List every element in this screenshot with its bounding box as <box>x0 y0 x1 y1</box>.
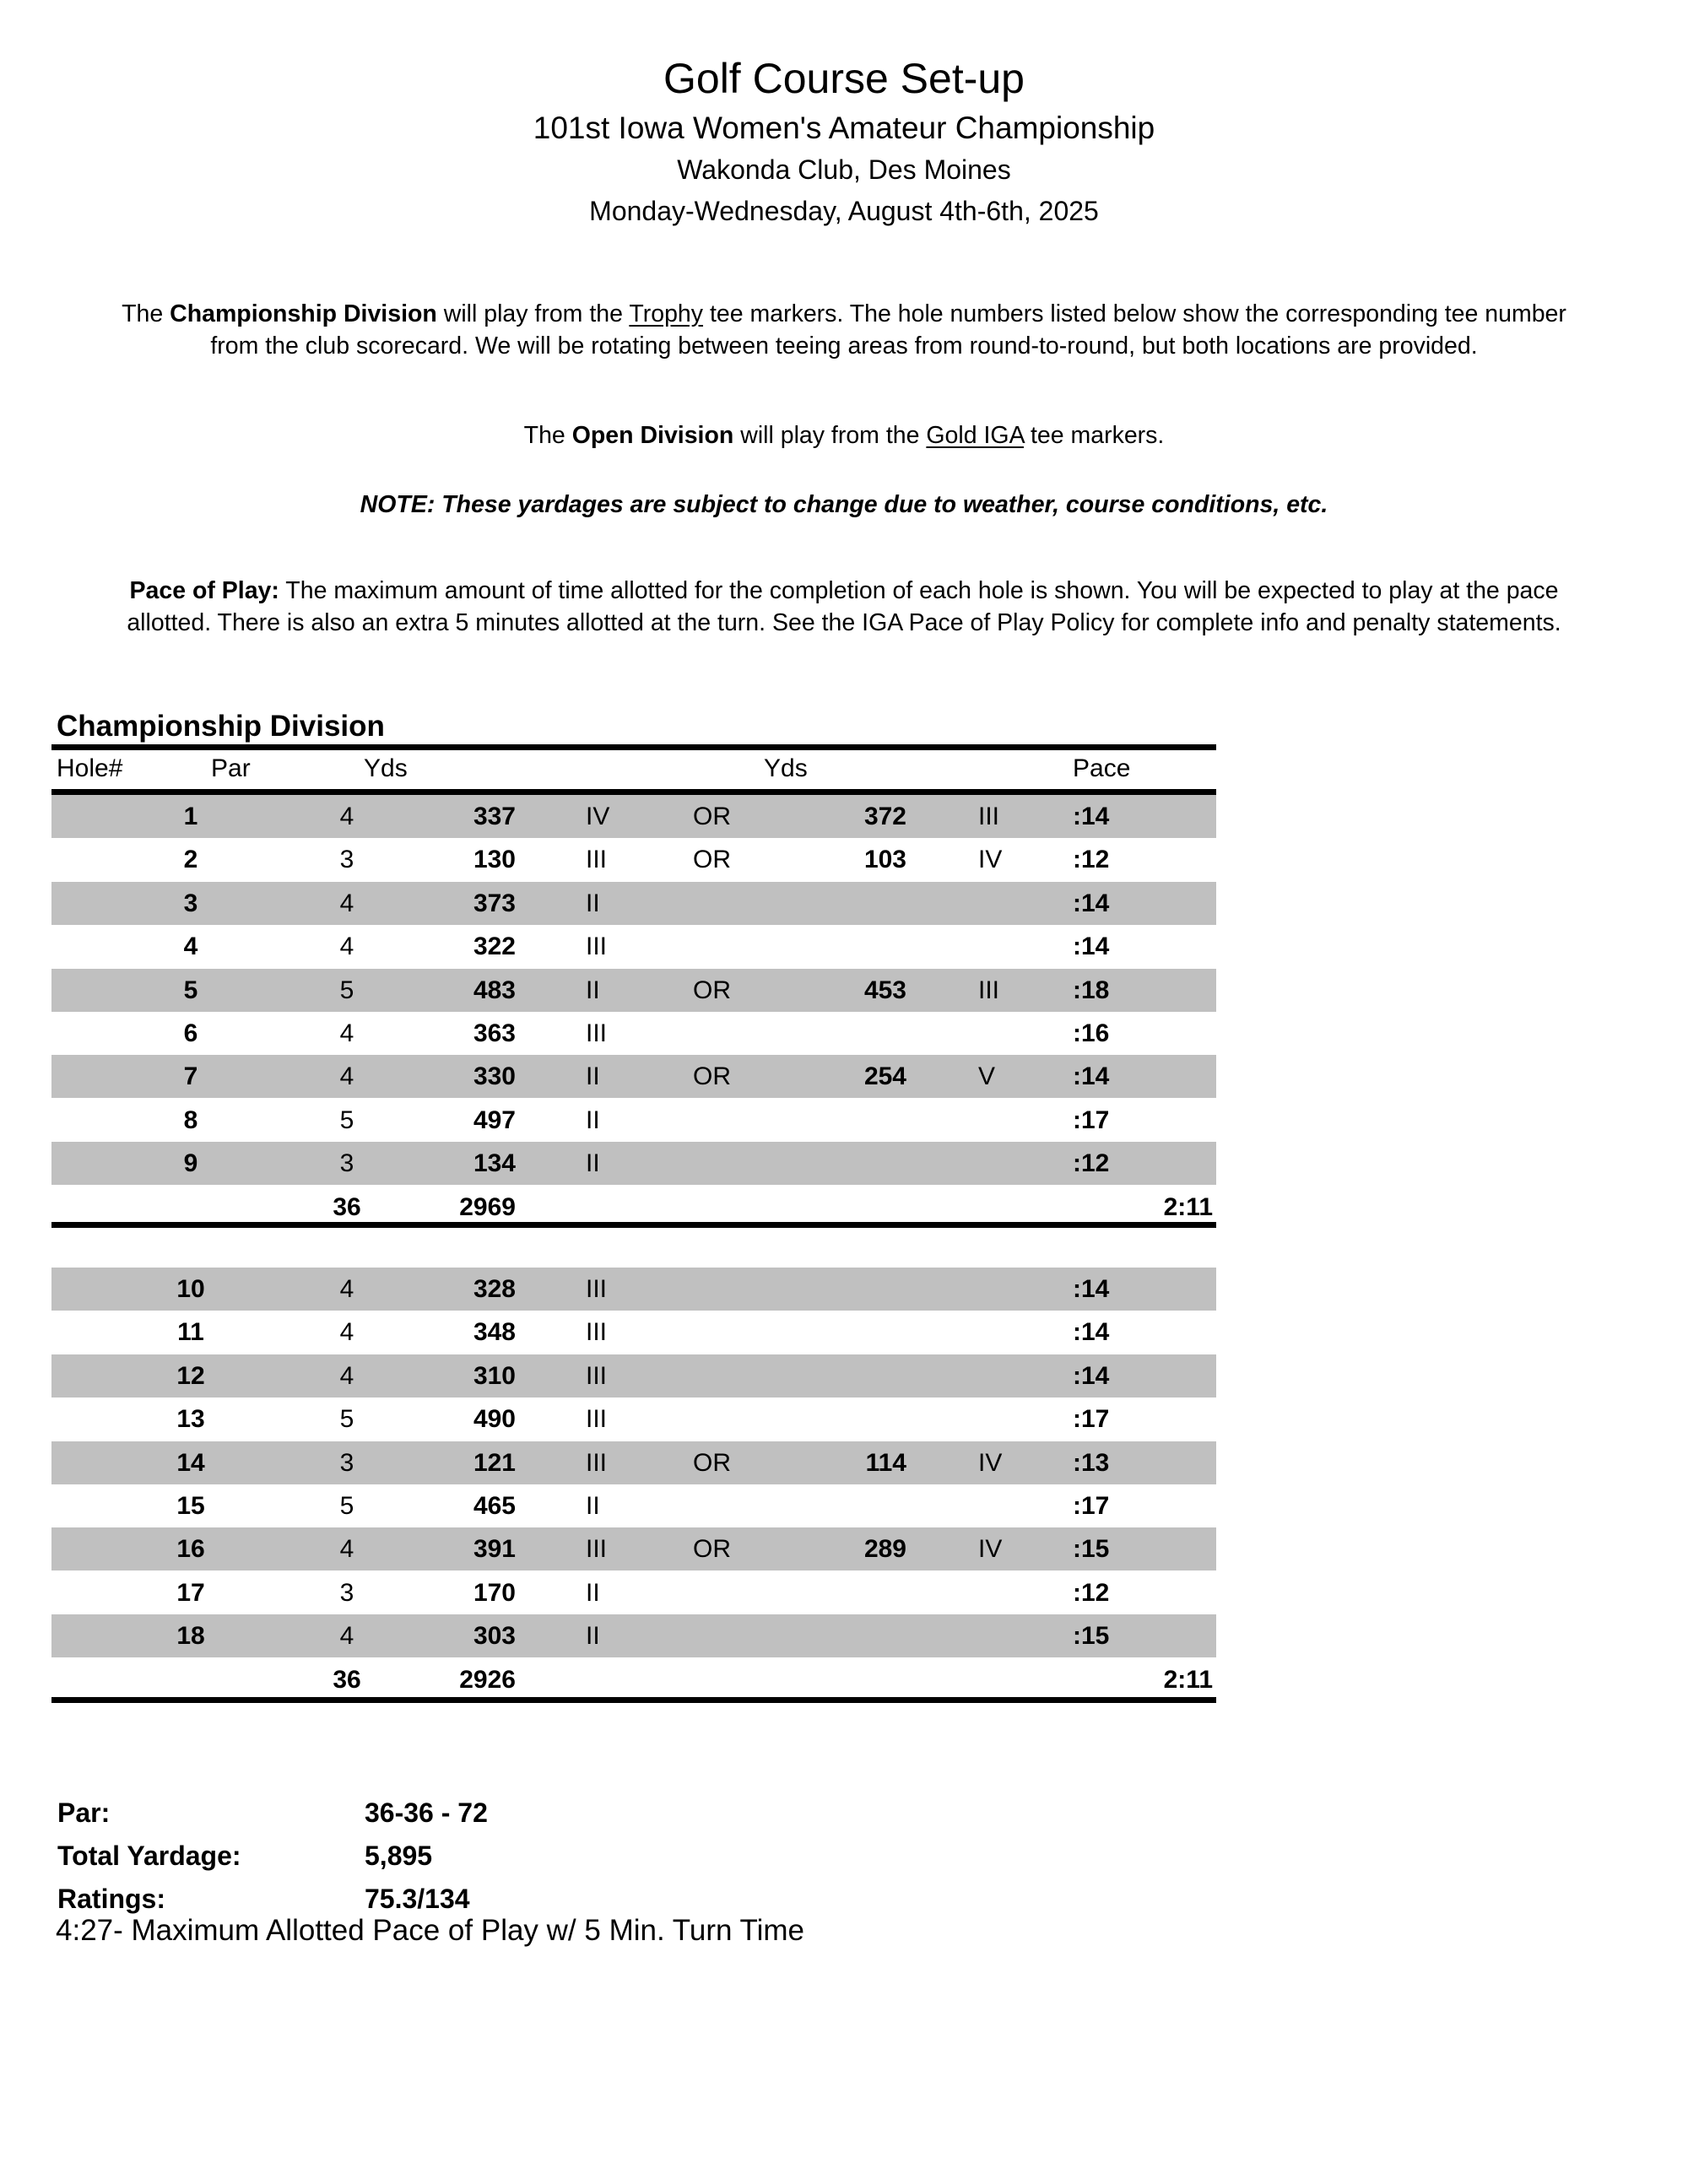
table-row <box>51 795 1216 838</box>
par-value: 3 <box>339 1149 354 1178</box>
summary-par-value: 36-36 - 72 <box>365 1797 488 1828</box>
header-hole: Hole# <box>57 754 123 782</box>
tee-number: III <box>586 1318 608 1347</box>
yardage: 328 <box>473 1275 516 1303</box>
pace-time: :14 <box>1073 1062 1110 1091</box>
table-row <box>51 882 1216 925</box>
hole-number: 1 <box>183 803 198 830</box>
front-total-rule <box>51 1222 1216 1228</box>
tee-number: III <box>586 846 608 874</box>
tee-number: III <box>586 1275 608 1303</box>
par-value: 3 <box>339 1448 354 1477</box>
or-label: OR <box>693 803 731 830</box>
alt-yardage <box>794 1397 906 1441</box>
yardage: 363 <box>473 1019 516 1047</box>
yardage: 490 <box>473 1405 516 1434</box>
or-label: OR <box>693 846 731 874</box>
summary-par-label: Par: <box>57 1797 111 1828</box>
pace-time: :15 <box>1073 1535 1110 1564</box>
yardage: 310 <box>473 1361 516 1390</box>
alt-tee-number: III <box>978 976 1000 1004</box>
alt-yardage <box>794 1614 906 1657</box>
alt-yardage: 289 <box>863 1535 906 1564</box>
yardage: 170 <box>473 1578 516 1607</box>
or-label: OR <box>693 1535 731 1564</box>
alt-tee-number <box>978 1571 1046 1614</box>
alt-tee-number <box>978 925 1046 968</box>
summary-pace-note: 4:27- Maximum Allotted Pace of Play w/ 5 Min. Turn Time <box>56 1914 805 1947</box>
alt-tee-number <box>978 1311 1046 1354</box>
text: will play from the <box>436 300 630 327</box>
or-label <box>693 1142 760 1185</box>
or-label <box>693 1012 760 1055</box>
or-label <box>693 925 760 968</box>
total-par: 36 <box>333 1665 361 1694</box>
tee-number: IV <box>586 803 610 830</box>
hole-number: 11 <box>177 1318 204 1347</box>
pace-time: :14 <box>1073 1275 1110 1303</box>
pace-time: :13 <box>1073 1448 1110 1477</box>
championship-division-info <box>51 298 1637 362</box>
yardage: 348 <box>473 1318 516 1347</box>
tee-number: II <box>586 976 600 1004</box>
alt-tee-number <box>978 882 1046 925</box>
alt-tee-number <box>978 1012 1046 1055</box>
hole-number: 6 <box>183 1019 198 1047</box>
alt-tee-number <box>978 1397 1046 1441</box>
yardage: 134 <box>473 1149 516 1178</box>
par-value: 4 <box>339 1062 354 1091</box>
pace-time: :14 <box>1073 1361 1110 1390</box>
par-value: 4 <box>339 1361 354 1390</box>
alt-tee-number <box>978 1099 1046 1142</box>
table-row <box>51 1268 1216 1311</box>
or-label: OR <box>693 976 731 1004</box>
tee-number: III <box>586 1448 608 1477</box>
alt-yardage <box>794 1571 906 1614</box>
hole-number: 17 <box>176 1578 205 1607</box>
pace-time: :17 <box>1073 1492 1110 1520</box>
table-row <box>51 1354 1216 1397</box>
table-top-rule <box>51 744 1216 750</box>
alt-yardage <box>794 1354 906 1397</box>
pace-time: :17 <box>1073 1405 1110 1434</box>
pace-time: :14 <box>1073 933 1110 961</box>
tee-number: II <box>586 1578 600 1607</box>
par-value: 5 <box>339 1405 354 1434</box>
hole-number: 18 <box>176 1622 205 1651</box>
or-label <box>693 1397 760 1441</box>
or-label: OR <box>693 1062 731 1091</box>
or-label <box>693 1354 760 1397</box>
pace-time: :14 <box>1073 803 1110 830</box>
tee-number: II <box>586 1622 600 1651</box>
alt-yardage <box>794 1012 906 1055</box>
hole-number: 5 <box>183 976 198 1004</box>
hole-number: 7 <box>183 1062 198 1091</box>
table-row <box>51 1397 1216 1441</box>
pace-time: :14 <box>1073 889 1110 917</box>
yardage: 337 <box>473 803 516 830</box>
summary-yardage-label: Total Yardage: <box>57 1841 241 1871</box>
pace-time: :12 <box>1073 1578 1110 1607</box>
table-row <box>51 1484 1216 1527</box>
or-label <box>693 882 760 925</box>
alt-tee-number: III <box>978 803 1000 830</box>
table-row <box>51 1527 1216 1570</box>
table-row <box>51 1614 1216 1657</box>
yardage: 130 <box>473 846 516 874</box>
tee-number: II <box>586 1062 600 1091</box>
alt-tee-number <box>978 1484 1046 1527</box>
or-label <box>693 1099 760 1142</box>
total-pace: 2:11 <box>1163 1192 1213 1221</box>
or-label <box>693 1268 760 1311</box>
pace-time: :16 <box>1073 1019 1110 1047</box>
par-value: 5 <box>339 1492 354 1520</box>
hole-number: 12 <box>176 1361 205 1390</box>
pace-time: :17 <box>1073 1106 1110 1134</box>
alt-yardage <box>794 1142 906 1185</box>
alt-yardage: 372 <box>863 803 906 830</box>
event-name: 101st Iowa Women's Amateur Championship <box>533 111 1155 145</box>
table-row <box>51 1012 1216 1055</box>
pace-time: :15 <box>1073 1622 1110 1651</box>
table-row <box>51 925 1216 968</box>
hole-number: 16 <box>176 1535 205 1564</box>
table-row <box>51 969 1216 1012</box>
yardage-note: NOTE: These yardages are subject to change due to weather, course conditions, etc. <box>360 491 1328 518</box>
alt-tee-number: V <box>978 1062 996 1091</box>
yardage: 373 <box>473 889 516 917</box>
division-heading: Championship Division <box>57 710 385 743</box>
tee-number: III <box>586 1405 608 1434</box>
alt-tee-number: IV <box>978 1448 1003 1477</box>
alt-yardage <box>794 1268 906 1311</box>
text: allotted. There is also an extra 5 minutes allotted at the turn. See the IGA Pace of Play Policy for complete info and penalty statements. <box>127 609 1561 636</box>
trophy-tee-label: Trophy <box>629 300 704 327</box>
pace-time: :18 <box>1073 976 1110 1004</box>
yardage: 303 <box>473 1622 516 1651</box>
pace-time: :14 <box>1073 1318 1110 1347</box>
text: tee markers. <box>1024 422 1165 449</box>
alt-yardage: 453 <box>863 976 906 1004</box>
table-row <box>51 1055 1216 1098</box>
yardage: 391 <box>473 1535 516 1564</box>
text: tee markers. The hole numbers listed below show the corresponding tee number <box>703 300 1566 327</box>
text: The maximum amount of time allotted for the completion of each hole is shown. You will be expected to play at the pace <box>279 577 1559 604</box>
total-yardage: 2969 <box>459 1192 516 1221</box>
alt-yardage <box>794 882 906 925</box>
text: The <box>122 300 170 327</box>
tee-number: II <box>586 1106 600 1134</box>
tee-number: II <box>586 1492 600 1520</box>
table-row <box>51 1571 1216 1614</box>
pace-of-play-label: Pace of Play: <box>129 577 279 604</box>
or-label <box>693 1614 760 1657</box>
or-label: OR <box>693 1448 731 1477</box>
yardage: 121 <box>473 1448 516 1477</box>
par-value: 4 <box>339 889 354 917</box>
par-value: 4 <box>339 1275 354 1303</box>
tee-number: II <box>586 1149 600 1178</box>
par-value: 4 <box>339 1535 354 1564</box>
table-row <box>51 1441 1216 1484</box>
hole-number: 13 <box>176 1405 205 1434</box>
tee-number: III <box>586 933 608 961</box>
alt-yardage: 114 <box>865 1448 906 1477</box>
header-rule <box>51 789 1216 795</box>
alt-yardage <box>794 925 906 968</box>
alt-yardage <box>794 1484 906 1527</box>
hole-number: 2 <box>183 846 198 874</box>
header-par: Par <box>211 754 251 782</box>
yardage: 322 <box>473 933 516 961</box>
pace-of-play-info <box>51 575 1637 639</box>
yardage: 330 <box>473 1062 516 1091</box>
hole-number: 8 <box>183 1106 198 1134</box>
table-row <box>51 1142 1216 1185</box>
alt-yardage: 254 <box>863 1062 906 1091</box>
pace-time: :12 <box>1073 846 1110 874</box>
tee-number: II <box>586 889 600 917</box>
hole-number: 3 <box>183 889 198 917</box>
or-label <box>693 1484 760 1527</box>
par-value: 4 <box>339 1318 354 1347</box>
total-row <box>51 1658 1216 1701</box>
hole-number: 15 <box>176 1492 205 1520</box>
hole-number: 14 <box>176 1448 205 1477</box>
pace-time: :12 <box>1073 1149 1110 1178</box>
open-division-info <box>51 419 1637 451</box>
hole-number: 10 <box>176 1275 205 1303</box>
par-value: 4 <box>339 1019 354 1047</box>
text: The <box>523 422 572 449</box>
yardage: 497 <box>473 1106 516 1134</box>
or-label <box>693 1571 760 1614</box>
par-value: 3 <box>339 1578 354 1607</box>
par-value: 4 <box>339 803 354 830</box>
table-row <box>51 1311 1216 1354</box>
alt-yardage <box>794 1099 906 1142</box>
page-title: Golf Course Set-up <box>663 55 1025 102</box>
text: will play from the <box>733 422 927 449</box>
par-value: 5 <box>339 1106 354 1134</box>
open-division-label: Open Division <box>571 422 734 449</box>
header-yds: Yds <box>364 754 408 782</box>
header-pace: Pace <box>1073 754 1131 782</box>
table-row <box>51 1099 1216 1142</box>
par-value: 4 <box>339 933 354 961</box>
venue: Wakonda Club, Des Moines <box>677 154 1011 185</box>
alt-yardage: 103 <box>863 846 906 874</box>
total-pace: 2:11 <box>1163 1665 1213 1694</box>
par-value: 4 <box>339 1622 354 1651</box>
par-value: 3 <box>339 846 354 874</box>
summary-ratings-value: 75.3/134 <box>365 1884 470 1914</box>
summary-yardage-value: 5,895 <box>365 1841 433 1871</box>
tee-number: III <box>586 1361 608 1390</box>
alt-tee-number <box>978 1614 1046 1657</box>
summary-ratings-label: Ratings: <box>57 1884 165 1914</box>
yardage: 465 <box>473 1492 516 1520</box>
alt-tee-number: IV <box>978 1535 1003 1564</box>
alt-tee-number <box>978 1268 1046 1311</box>
tee-number: III <box>586 1535 608 1564</box>
text: from the club scorecard. We will be rotating between teeing areas from round-to-round, but both locations are provided. <box>210 332 1478 359</box>
gold-iga-tee-label: Gold IGA <box>926 422 1025 449</box>
alt-yardage <box>794 1311 906 1354</box>
par-value: 5 <box>339 976 354 1004</box>
total-par: 36 <box>333 1192 361 1221</box>
alt-tee-number <box>978 1354 1046 1397</box>
or-label <box>693 1311 760 1354</box>
back-total-rule <box>51 1697 1216 1703</box>
alt-tee-number: IV <box>978 846 1003 874</box>
total-yardage: 2926 <box>459 1665 516 1694</box>
championship-division-label: Championship Division <box>170 300 437 327</box>
hole-number: 4 <box>183 933 198 961</box>
hole-number: 9 <box>183 1149 198 1178</box>
event-dates: Monday-Wednesday, August 4th-6th, 2025 <box>589 196 1099 226</box>
yardage: 483 <box>473 976 516 1004</box>
tee-number: III <box>586 1019 608 1047</box>
header-yds-alt: Yds <box>764 754 808 782</box>
alt-tee-number <box>978 1142 1046 1185</box>
table-row <box>51 838 1216 881</box>
